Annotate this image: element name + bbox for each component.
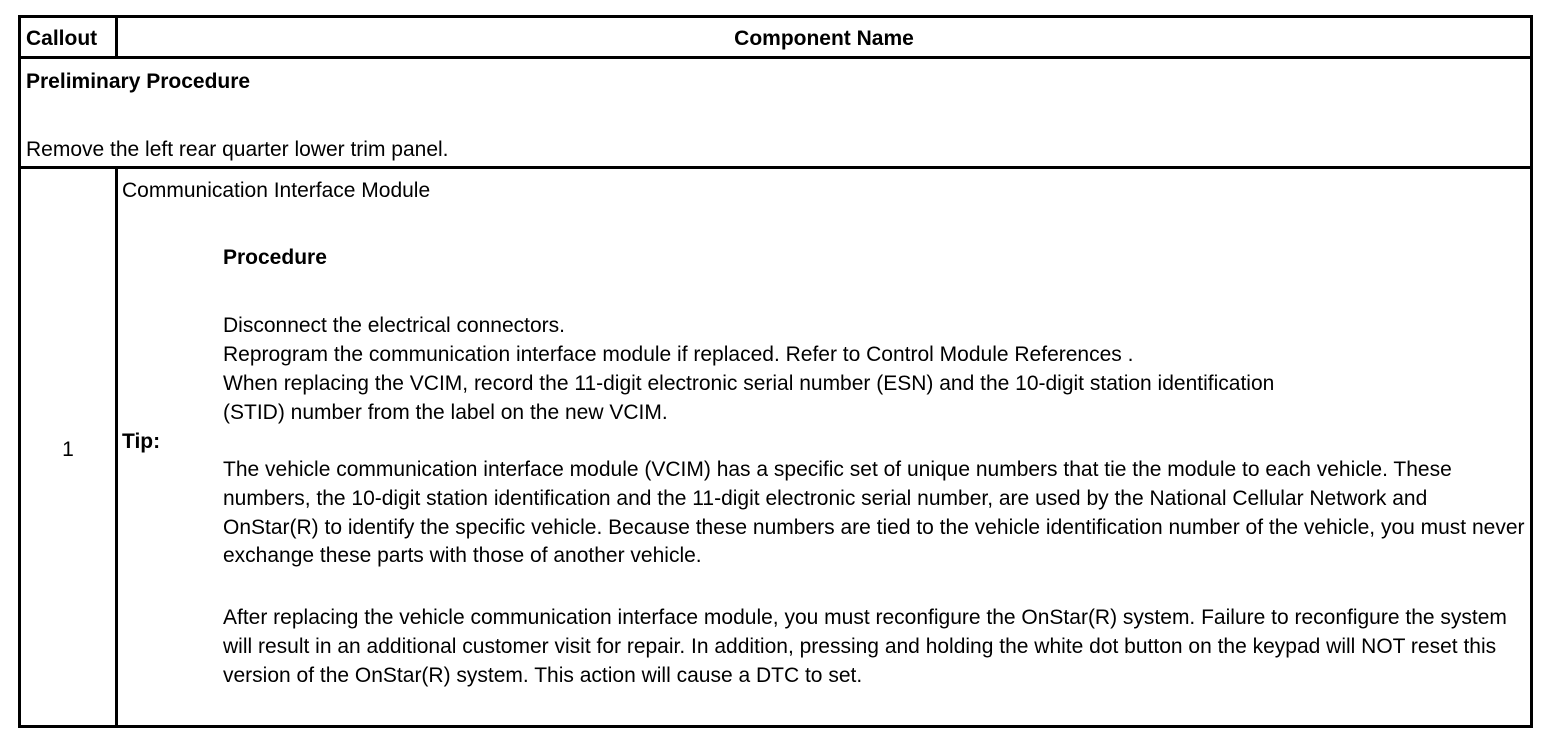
callout-number: 1 [62, 438, 74, 461]
procedure-step: Reprogram the communication interface module if replaced. Refer to Control Module References . [223, 343, 1134, 366]
callout-header: Callout [26, 27, 98, 50]
procedure-step: Disconnect the electrical connectors. [223, 314, 565, 337]
tip-paragraph: After replacing the vehicle communication interface module, you must reconfigure the OnStar(R) system. Failure to reconfigure the system will result in an additional customer visit for repair. In addition, pressing and holding the white dot button on the keypad will NOT reset this version of the OnStar(R) system. This action will cause a DTC to set. [223, 606, 1507, 687]
component-table [18, 15, 1533, 728]
procedure-step: (STID) number from the label on the new VCIM. [223, 401, 668, 424]
preliminary-step: Remove the left rear quarter lower trim panel. [26, 138, 449, 161]
tip-paragraph: The vehicle communication interface module (VCIM) has a specific set of unique numbers that tie the module to each vehicle. These numbers, the 10-digit station identification and the 11-digit electronic serial number, are used by the National Cellular Network and OnStar(R) to identify the specific vehicle. Because these numbers are tied to the vehicle identification number of the vehicle, you must never exchange these parts with those of another vehicle. [223, 458, 1525, 568]
component-name: Communication Interface Module [122, 179, 431, 202]
preliminary-divider [21, 166, 1530, 169]
row-column-divider [115, 169, 118, 725]
header-divider [21, 56, 1530, 59]
procedure-step: When replacing the VCIM, record the 11-digit electronic serial number (ESN) and the 10-digit station identification [223, 372, 1275, 395]
component-name-header: Component Name [734, 27, 914, 50]
procedure-title: Procedure [223, 246, 327, 269]
preliminary-procedure-title: Preliminary Procedure [26, 70, 251, 93]
tip-label: Tip: [122, 430, 161, 453]
